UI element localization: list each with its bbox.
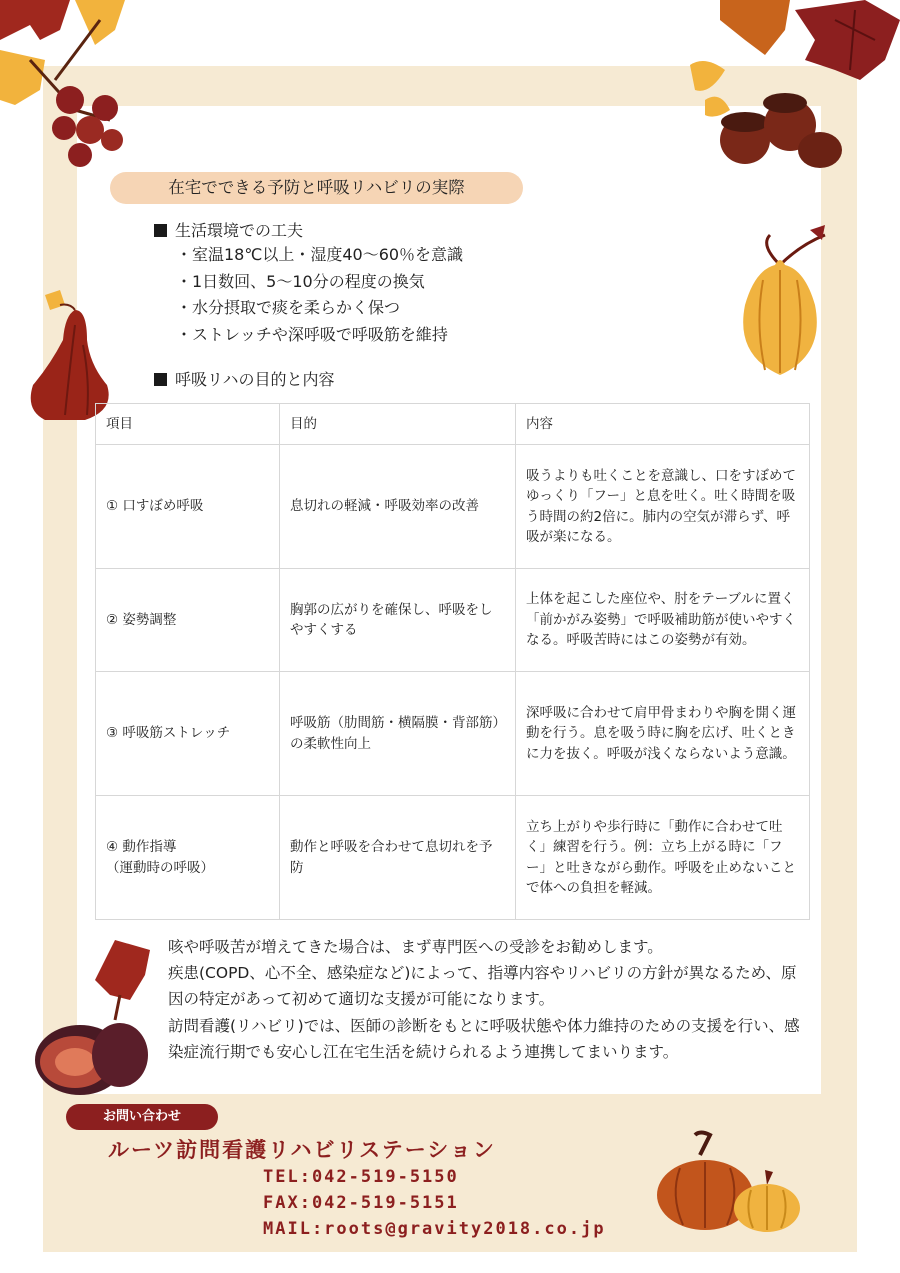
table-cell-purpose: 息切れの軽減・呼吸効率の改善 xyxy=(280,445,516,569)
organization-name: ルーツ訪問看護リハビリステーション xyxy=(108,1138,496,1162)
environment-tips-list xyxy=(176,242,463,348)
advice-note xyxy=(168,934,808,1065)
section1-heading xyxy=(154,218,303,241)
table-row xyxy=(96,569,810,672)
square-bullet-icon xyxy=(154,373,167,386)
fig-icon xyxy=(20,940,155,1100)
table-header-row xyxy=(96,404,810,445)
table-cell-purpose: 動作と呼吸を合わせて息切れを予防 xyxy=(280,796,516,920)
autumn-leaves-top-left-icon xyxy=(0,0,140,180)
section-heading-pill: 在宅でできる予防と呼吸リハビリの実際 xyxy=(110,172,523,204)
autumn-leaves-acorn-top-right-icon xyxy=(685,0,900,170)
note-paragraph: 疾患(COPD、心不全、感染症など)によって、指導内容やリハビリの方針が異なるため、原因の特定があって初めて適切な支援が可能になります。 xyxy=(168,964,797,1009)
table-row xyxy=(96,445,810,569)
fax-number: FAX:042-519-5151 xyxy=(263,1193,459,1213)
section1-title: 生活環境での工夫 xyxy=(175,221,304,240)
column-header: 内容 xyxy=(516,404,810,445)
table-row xyxy=(96,672,810,796)
mail-address[interactable]: MAIL:roots@gravity2018.co.jp xyxy=(263,1219,606,1239)
table-cell-item: ④ 動作指導 （運動時の呼吸） xyxy=(96,796,280,920)
note-paragraph: 咳や呼吸苦が増えてきた場合は、まず専門医への受診をお勧めします。 xyxy=(168,938,663,956)
list-item: ・室温18℃以上・湿度40〜60％を意識 xyxy=(176,245,464,264)
table-cell-content: 吸うよりも吐くことを意識し、口をすぼめてゆっくり「フー」と息を吐く。吐く時間を吸う時間の約2倍に。肺内の空気が滞らず、呼吸が楽になる。 xyxy=(516,445,810,569)
list-item: ・ストレッチや深呼吸で呼吸筋を維持 xyxy=(176,324,448,344)
table-cell-content: 深呼吸に合わせて肩甲骨まわりや胸を開く運動を行う。息を吸う時に胸を広げ、吐くときに力を抜く。呼吸が浅くならないよう意識。 xyxy=(516,672,810,796)
table-cell-purpose: 呼吸筋（肋間筋・横隔膜・背部筋）の柔軟性向上 xyxy=(280,672,516,796)
contact-label-pill: お問い合わせ xyxy=(66,1104,218,1130)
table-cell-item: ③ 呼吸筋ストレッチ xyxy=(96,672,280,796)
section2-title: 呼吸リハの目的と内容 xyxy=(175,370,335,389)
table-cell-item: ② 姿勢調整 xyxy=(96,569,280,672)
table-cell-item: ① 口すぼめ呼吸 xyxy=(96,445,280,569)
tel-number[interactable]: TEL:042-519-5150 xyxy=(263,1167,459,1187)
list-item: ・1日数回、5〜10分の程度の換気 xyxy=(176,271,425,291)
pumpkin-icon xyxy=(655,1130,810,1235)
column-header: 項目 xyxy=(96,404,280,445)
square-bullet-icon xyxy=(154,224,167,237)
table-cell-content: 立ち上がりや歩行時に「動作に合わせて吐く」練習を行う。例：立ち上がる時に「フー」と吐きながら動作。呼吸を止めないことで体への負担を軽減。 xyxy=(516,796,810,920)
table-cell-purpose: 胸郭の広がりを確保し、呼吸をしやすくする xyxy=(280,569,516,672)
table-cell-content: 上体を起こした座位や、肘をテーブルに置く「前かがみ姿勢」で呼吸補助筋が使いやすくなる。呼吸苦時にはこの姿勢が有効。 xyxy=(516,569,810,672)
squash-icon xyxy=(730,225,830,380)
column-header: 目的 xyxy=(280,404,516,445)
rehab-table xyxy=(95,403,810,920)
note-paragraph: 訪問看護(リハビリ)では、医師の診断をもとに呼吸状態や体力維持のための支援を行い、感染症流行期でも安心し江在宅生活を続けられるよう連携してまいります。 xyxy=(168,1016,800,1061)
section2-heading xyxy=(154,367,335,390)
table-row xyxy=(96,796,810,920)
list-item: ・水分摂取で痰を柔らかく保つ xyxy=(176,298,401,317)
